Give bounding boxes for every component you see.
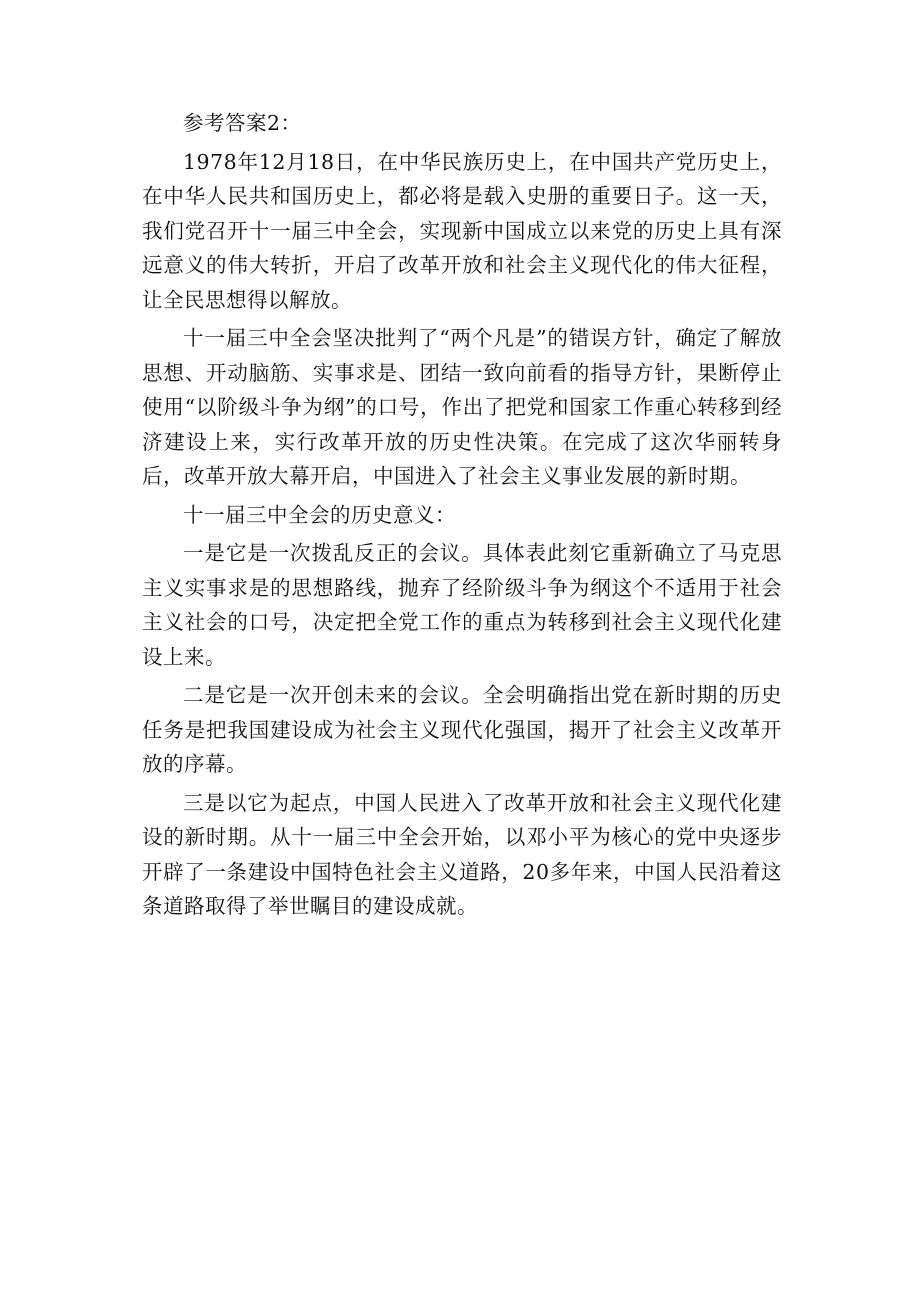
- paragraph-plenum-decisions: 十一届三中全会坚决批判了“两个凡是”的错误方针，确定了解放思想、开动脑筋、实事求是、团结一致向前看的指导方针，果断停止使用“以阶级斗争为纲”的口号，作出了把党和国家工作重心转移到经济建设上来，实行改革开放的历史性决策。在完成了这次华丽转身后，改革开放大幕开启，中国进入了社会主义事业发展的新时期。: [142, 326, 782, 488]
- significance-point-2: 二是它是一次开创未来的会议。全会明确指出党在新时期的历史任务是把我国建设成为社会主义现代化强国，揭开了社会主义改革开放的序幕。: [142, 683, 782, 776]
- significance-heading: 十一届三中全会的历史意义：: [183, 502, 456, 527]
- answer-heading: 参考答案2：: [183, 111, 302, 135]
- significance-point-3: 三是以它为起点，中国人民进入了改革开放和社会主义现代化建设的新时期。从十一届三中全会开始，以邓小平为核心的党中央逐步开辟了一条建设中国特色社会主义道路，20多年来，中国人民沿着这条道路取得了举世瞩目的建设成就。: [142, 790, 782, 918]
- paragraph-intro: 1978年12月18日，在中华民族历史上，在中国共产党历史上，在中华人民共和国历史上，都必将是载入史册的重要日子。这一天，我们党召开十一届三中全会，实现新中国成立以来党的历史上具有深远意义的伟大转折，开启了改革开放和社会主义现代化的伟大征程，让全民思想得以解放。: [142, 149, 782, 312]
- document-page: [142, 106, 782, 928]
- significance-point-1: 一是它是一次拨乱反正的会议。具体表此刻它重新确立了马克思主义实事求是的思想路线，抛弃了经阶级斗争为纲这个不适用于社会主义社会的口号，决定把全党工作的重点为转移到社会主义现代化建设上来。: [142, 541, 782, 669]
